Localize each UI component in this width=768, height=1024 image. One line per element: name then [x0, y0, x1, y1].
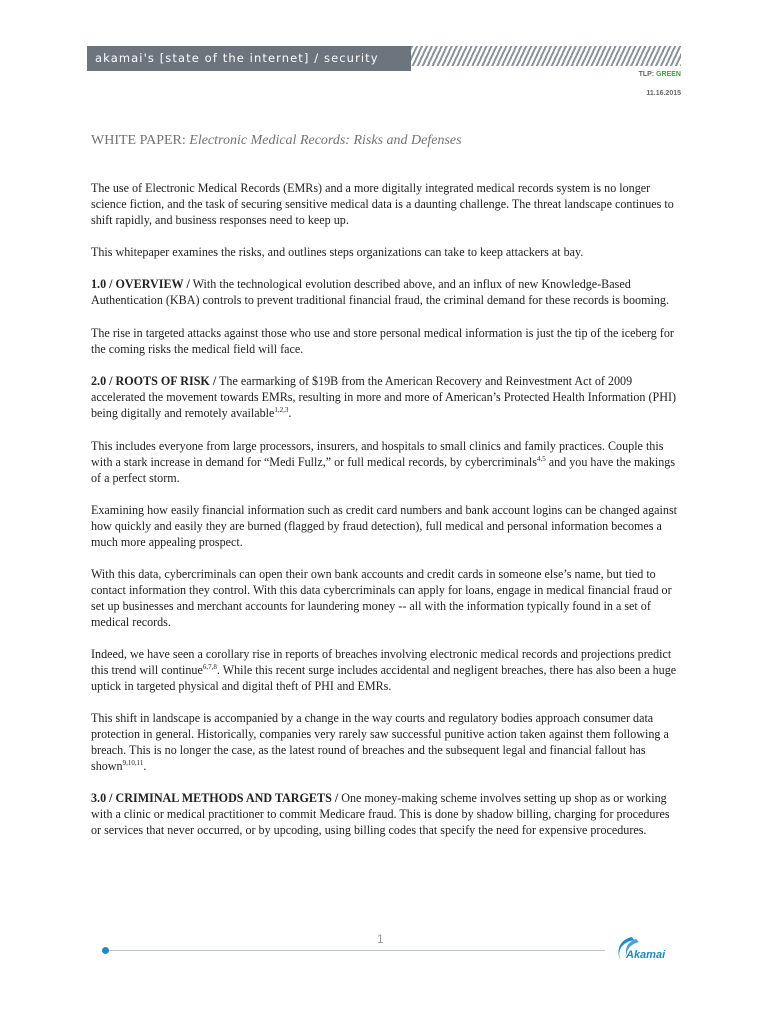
paragraph: This whitepaper examines the risks, and outlines steps organizations can take to keep attackers at bay.: [91, 245, 584, 259]
footer-dot-icon: [102, 947, 109, 954]
paragraph-text: This shift in landscape is accompanied by a change in the way courts and regulatory bodies approach consumer data protection in general. Historically, companies very rarely saw successful punitive action taken against them following a breach. This is no longer the case, as the latest round of breaches and the subsequent legal and financial fallout has shown: [91, 711, 669, 773]
tlp-prefix: TLP:: [638, 71, 655, 78]
paragraph-text: This includes everyone from large processors, insurers, and hospitals to small clinics and family practices. Couple this with a stark increase in demand for “Medi Fullz,” or full medical records, by cybercriminals: [91, 439, 664, 469]
footnote-ref: 1,2,3: [274, 405, 289, 414]
footer-divider: [105, 950, 605, 951]
section-text: One money-making scheme involves setting up shop as or working with a clinic or medical practitioner to commit Medicare fraud. This is done by shadow billing, charging for procedures or services that never occurred, or by upcoding, using billing codes that specify the need for expensive procedures.: [91, 791, 670, 837]
paragraph: [91, 438, 681, 486]
document-body: [91, 180, 681, 854]
section-text: The earmarking of $19B from the American Recovery and Reinvestment Act of 2009 accelerated the movement towards EMRs, resulting in more and more of American’s Protected Health Information (PHI) being digitally and remotely available: [91, 374, 677, 420]
header-hatch-pattern: [411, 46, 681, 66]
paragraph-text: Indeed, we have seen a corollary rise in reports of breaches involving electronic medical records and projections predict this trend will continue: [91, 647, 672, 677]
section-heading: 1.0 / OVERVIEW /: [91, 277, 190, 291]
title-prefix: WHITE PAPER:: [91, 133, 186, 148]
paragraph-text-end: and you have the makings of a perfect storm.: [91, 455, 676, 485]
document-title: [91, 133, 462, 149]
page-number: 1: [377, 932, 384, 946]
section-overview: [91, 276, 681, 308]
paragraph: [91, 646, 681, 694]
tlp-value: GREEN: [656, 71, 681, 78]
paragraph-text-end: . While this recent surge includes accidental and negligent breaches, there has also been a huge uptick in targeted physical and digital theft of PHI and EMRs.: [91, 663, 677, 693]
section-text: With the technological evolution described above, and an influx of new Knowledge-Based Authentication (KBA) controls to prevent traditional financial fraud, the criminal demand for these records is booming.: [91, 277, 669, 307]
title-text: Electronic Medical Records: Risks and Defenses: [189, 133, 462, 148]
footnote-ref: 6,7,8: [202, 662, 217, 671]
paragraph: The use of Electronic Medical Records (EMRs) and a more digitally integrated medical records system is no longer science fiction, and the task of securing sensitive medical data is a daunting challenge. The threat landscape continues to shift rapidly, and business responses need to keep up.: [91, 181, 674, 227]
logo-wordmark: Akamai: [626, 949, 666, 961]
section-text-end: .: [288, 406, 292, 420]
document-date: 11.16.2015: [646, 90, 681, 97]
section-roots-of-risk: [91, 373, 681, 421]
banner-title: akamai's [state of the internet] / security: [95, 51, 379, 65]
paragraph-text-end: .: [143, 759, 147, 773]
paragraph: Examining how easily financial information such as credit card numbers and bank account logins can be changed against how quickly and easily they are burned (flagged by fraud detection), full medical and personal information becomes a much more appealing prospect.: [91, 503, 678, 549]
paragraph: [91, 710, 681, 774]
header-banner: [87, 46, 411, 71]
footnote-ref: 4,5: [536, 454, 546, 463]
section-heading: 3.0 / CRIMINAL METHODS AND TARGETS /: [91, 791, 339, 805]
tlp-label: [639, 71, 681, 78]
paragraph: The rise in targeted attacks against those who use and store personal medical information is just the tip of the iceberg for the coming risks the medical field will face.: [91, 326, 674, 356]
section-heading: 2.0 / ROOTS OF RISK /: [91, 374, 217, 388]
footnote-ref: 9,10,11: [122, 758, 144, 767]
section-criminal-methods: [91, 790, 681, 838]
paragraph: With this data, cybercriminals can open their own bank accounts and credit cards in someone else’s name, but tied to contact information they control. With this data cybercriminals can apply for loans, engage in medical financial fraud or set up businesses and merchant accounts for laundering money -- all with the information typically found in a set of medical records.: [91, 567, 672, 629]
